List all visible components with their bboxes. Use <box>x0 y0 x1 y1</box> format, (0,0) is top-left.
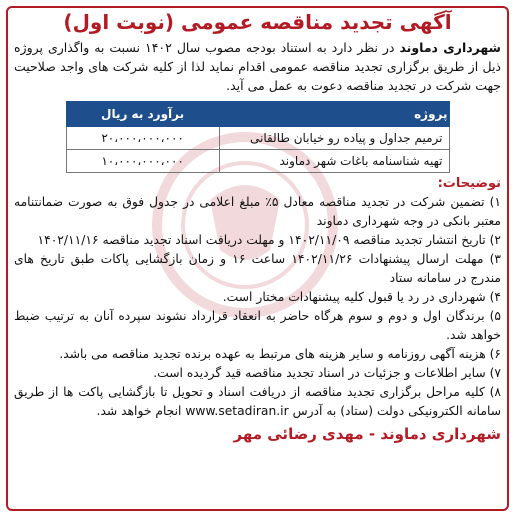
project-estimate: ۱۰،۰۰۰،۰۰۰،۰۰۰ <box>66 150 219 173</box>
notes-list <box>14 193 501 421</box>
notes-heading: توضیحات: <box>437 176 501 191</box>
table-row <box>66 150 449 173</box>
ad-content <box>14 8 501 445</box>
project-name: ترمیم جداول و پیاده رو خیابان طالقانی <box>219 127 449 150</box>
list-item: ۸) کلیه مراحل برگزاری تجدید مناقصه از دریافت اسناد و تحویل تا بازگشایی پاکت ها از طریق سامانه الکترونیکی دولت (ستاد) به آدرس www.setadiran.ir انجام خواهد شد. <box>14 385 501 418</box>
header-project: پروژه <box>219 102 449 127</box>
intro-text: در نظر دارد به استناد بودجه مصوب سال ۱۴۰۲ نسبت به واگذاری پروژه ذیل از طریق برگزاری تجدید مناقصه عمومی اقدام نماید لذا از کلیه شرکت های واجد صلاحیت جهت شرکت در تجدید مناقصه دعوت به عمل می آید. <box>14 40 501 93</box>
list-item: ۶) هزینه آگهی روزنامه و سایر هزینه های مرتبط به عهده برنده تجدید مناقصه می باشد. <box>59 347 501 361</box>
table-row <box>66 127 449 150</box>
list-item: ۵) برندگان اول و دوم و سوم هرگاه حاضر به انعقاد قرارداد نشوند سپرده آنان به ترتیب ضبط خواهد شد. <box>14 309 501 342</box>
projects-table <box>66 101 450 173</box>
signature: شهرداری دماوند - مهدی رضائی مهر <box>233 425 501 443</box>
list-item: ۲) تاریخ انتشار تجدید مناقصه ۱۴۰۲/۱۱/۰۹ و مهلت دریافت اسناد تجدید مناقصه ۱۴۰۲/۱۱/۱۶ <box>37 233 501 247</box>
intro-paragraph <box>14 38 501 95</box>
list-item: ۴) شهرداری در رد یا قبول کلیه پیشنهادات مختار است. <box>222 290 501 304</box>
project-estimate: ۲۰،۰۰۰،۰۰۰،۰۰۰ <box>66 127 219 150</box>
list-item: ۱) تضمین شرکت در تجدید مناقصه معادل ۵٪ مبلغ اعلامی در جدول فوق به صورت ضمانتنامه معتبر بانکی در وجه شهرداری دماوند <box>14 195 501 228</box>
list-item: ۳) مهلت ارسال پیشنهادات ۱۴۰۲/۱۱/۲۶ ساعت ۱۶ و زمان بازگشایی پاکات طبق تاریخ های مندرج در سامانه ستاد <box>14 252 501 285</box>
header-estimate: برآورد به ریال <box>66 102 219 127</box>
project-name: تهیه شناسنامه باغات شهر دماوند <box>219 150 449 173</box>
list-item: ۷) سایر اطلاعات و جزئیات در اسناد تجدید مناقصه قید گردیده است. <box>153 366 501 380</box>
ad-title: آگهی تجدید مناقصه عمومی (نوبت اول) <box>63 10 452 34</box>
table-header-row <box>66 102 449 127</box>
organization-name: شهرداری دماوند <box>399 40 501 55</box>
